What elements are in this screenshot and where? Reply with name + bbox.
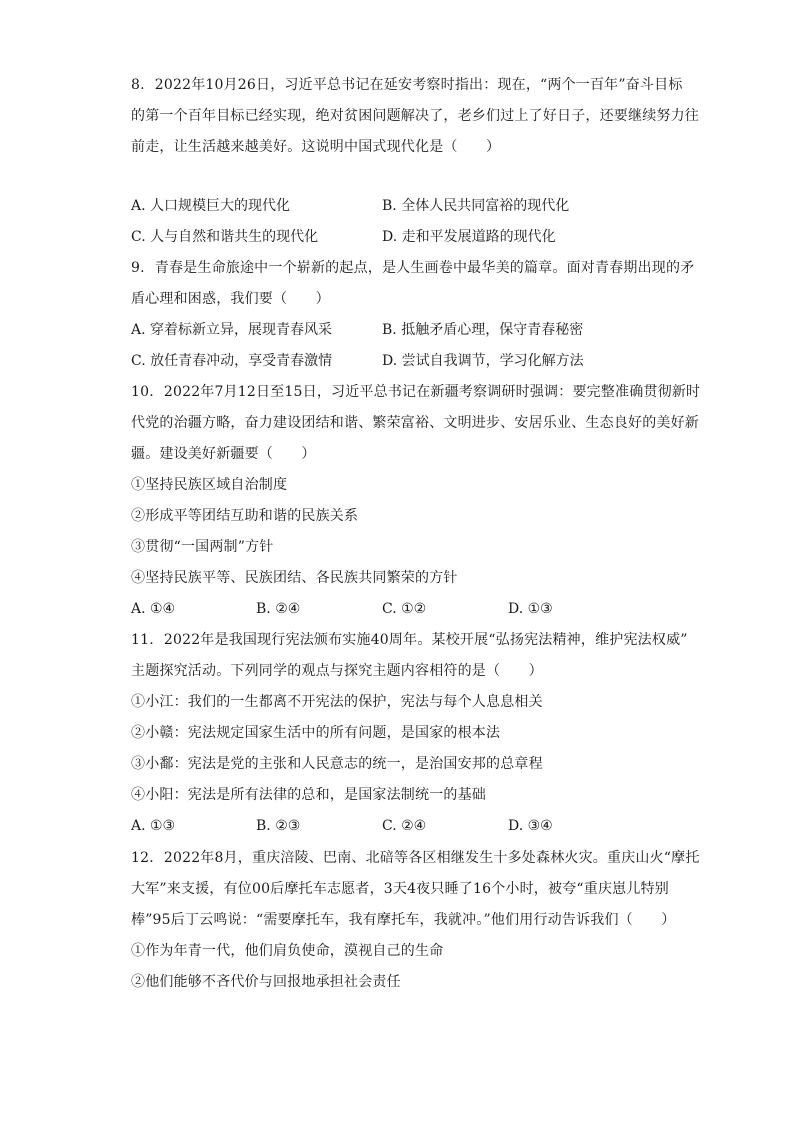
question-9-line-1: 9. 青春是生命旅途中一个崭新的起点，是人生画卷中最华美的篇章。面对青春期出现的矛 <box>131 260 695 276</box>
q8-option-d[interactable]: D. 走和平发展道路的现代化 <box>382 229 556 245</box>
q11-item-2: ②小赣：宪法规定国家生活中的所有问题，是国家的根本法 <box>131 725 501 741</box>
q10-item-3: ③贯彻“一国两制”方针 <box>131 539 274 555</box>
question-number: 12. <box>131 850 154 866</box>
q8-option-c[interactable]: C. 人与自然和谐共生的现代化 <box>131 229 319 245</box>
question-12-line-3: 棒”95后丁云鸣说：“需要摩托车，我有摩托车，我就冲。”他们用行动告诉我们（ ） <box>131 912 676 928</box>
q9-option-c[interactable]: C. 放任青春冲动，享受青春激情 <box>131 353 333 369</box>
q8-option-b[interactable]: B. 全体人民共同富裕的现代化 <box>382 198 570 214</box>
question-12-line-2: 大军”来支援，有位00后摩托车志愿者，3天4夜只睡了16个小时，被夸“重庆崽儿特别 <box>131 881 669 897</box>
q10-option-a[interactable]: A. ①④ <box>131 601 176 617</box>
q11-item-4: ④小阳：宪法是所有法律的总和，是国家法制统一的基础 <box>131 787 486 803</box>
q11-option-c[interactable]: C. ②④ <box>382 818 427 834</box>
q12-item-1: ①作为年青一代，他们肩负使命，漠视自己的生命 <box>131 943 444 959</box>
question-10-line-2: 代党的治疆方略，奋力建设团结和谐、繁荣富裕、文明进步、安居乐业、生态良好的美好新 <box>131 415 699 431</box>
question-8-line-3: 前走，让生活越来越美好。这说明中国式现代化是（ ） <box>131 139 501 155</box>
q11-item-3: ③小鄱：宪法是党的主张和人民意志的统一，是治国安邦的总章程 <box>131 756 543 772</box>
q11-option-a[interactable]: A. ①③ <box>131 818 176 834</box>
question-number: 11. <box>131 632 154 648</box>
q10-item-2: ②形成平等团结互助和谐的民族关系 <box>131 508 359 524</box>
q11-item-1: ①小江：我们的一生都离不开宪法的保护，宪法与每个人息息相关 <box>131 694 543 710</box>
question-11-line-2: 主题探究活动。下列同学的观点与探究主题内容相符的是（ ） <box>131 663 543 679</box>
q10-option-b[interactable]: B. ②④ <box>256 601 301 617</box>
question-10-line-1: 10. 2022年7月12日至15日，习近平总书记在新疆考察调研时强调：要完整准确贯彻新时 <box>131 384 701 400</box>
q9-option-b[interactable]: B. 抵触矛盾心理，保守青春秘密 <box>382 322 584 338</box>
question-11-line-1: 11. 2022年是我国现行宪法颁布实施40周年。某校开展“弘扬宪法精神，维护宪法权威” <box>131 632 688 648</box>
q9-option-d[interactable]: D. 尝试自我调节，学习化解方法 <box>382 353 584 369</box>
q10-item-1: ①坚持民族区域自治制度 <box>131 477 288 493</box>
question-8-line-1: 8. 2022年10月26日，习近平总书记在延安考察时指出：现在，“两个一百年”奋斗目标 <box>131 77 683 93</box>
question-12-line-1: 12. 2022年8月，重庆涪陵、巴南、北碚等各区相继发生十多处森林火灾。重庆山火“摩托 <box>131 850 700 866</box>
question-8-line-2: 的第一个百年目标已经实现，绝对贫困问题解决了，老乡们过上了好日子，还要继续努力往 <box>131 108 699 124</box>
q11-option-d[interactable]: D. ③④ <box>508 818 553 834</box>
q10-option-d[interactable]: D. ①③ <box>508 601 553 617</box>
question-number: 8. <box>131 77 145 93</box>
q12-item-2: ②他们能够不吝代价与回报地承担社会责任 <box>131 974 401 990</box>
q10-item-4: ④坚持民族平等、民族团结、各民族共同繁荣的方针 <box>131 570 458 586</box>
q8-option-a[interactable]: A. 人口规模巨大的现代化 <box>131 198 291 214</box>
q9-option-a[interactable]: A. 穿着标新立异，展现青春风采 <box>131 322 333 338</box>
question-10-line-3: 疆。建设美好新疆要（ ） <box>131 446 316 462</box>
question-9-line-2: 盾心理和困惑，我们要（ ） <box>131 291 330 307</box>
question-number: 9. <box>131 260 145 276</box>
q11-option-b[interactable]: B. ②③ <box>256 818 301 834</box>
q10-option-c[interactable]: C. ①② <box>382 601 427 617</box>
question-number: 10. <box>131 384 154 400</box>
